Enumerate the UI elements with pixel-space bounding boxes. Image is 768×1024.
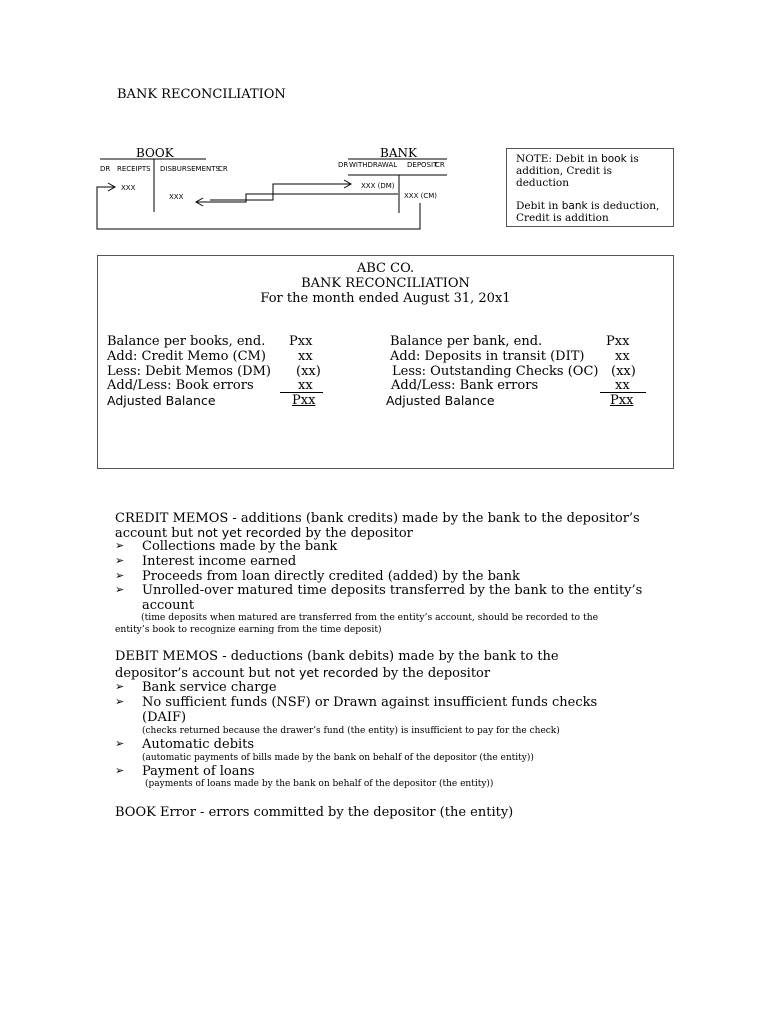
book-error-line: BOOK Error - errors committed by the depositor (the entity) — [115, 805, 514, 820]
book-errors-label: Add/Less: Book errors — [107, 378, 254, 393]
book-dm-value: (xx) — [296, 364, 321, 379]
list-item — [115, 764, 255, 779]
bank-balance-label: Balance per bank, end. — [390, 334, 543, 349]
list-item — [115, 539, 337, 554]
debit-intro-post: by the depositor — [378, 666, 491, 681]
bank-dit-label: Add: Deposits in transit (DIT) — [390, 349, 585, 364]
debit-memos-intro-line2 — [115, 665, 490, 681]
note-line2-post: is deduction, Credit is addition — [516, 200, 660, 224]
bullet-arrow-icon: ➢ — [115, 539, 125, 552]
list-item-text: Collections made by the bank — [142, 539, 338, 554]
page-title: BANK RECONCILIATION — [117, 87, 286, 102]
book-credit-value: XXX — [169, 193, 184, 201]
book-disbursements-label: DISBURSEMENTS — [160, 165, 220, 173]
credit-memos-intro-line1: CREDIT MEMOS - additions (bank credits) made by the bank to the depositor’s — [115, 511, 640, 526]
bank-dit-value: xx — [615, 349, 630, 364]
list-item-continuation: (DAIF) — [142, 710, 187, 725]
list-item-text: Bank service charge — [142, 680, 277, 695]
book-receipts-label: RECEIPTS — [117, 165, 151, 173]
statement-heading: BANK RECONCILIATION — [301, 276, 470, 291]
bank-adjusted-value: Pxx — [610, 393, 634, 408]
list-item — [115, 695, 597, 710]
bank-dr-label: DR — [338, 161, 349, 169]
list-item — [115, 680, 277, 695]
bullet-arrow-icon: ➢ — [115, 695, 125, 708]
credit-intro-bold: not yet recorded — [197, 525, 302, 540]
debit-item2-note: (checks returned because the drawer’s fund (the entity) is insufficient to pay for the check) — [142, 726, 560, 736]
bank-debit-value: XXX (DM) — [361, 182, 395, 190]
bank-cr-label: CR — [435, 161, 445, 169]
book-balance-value: Pxx — [289, 334, 313, 349]
reconciliation-statement — [97, 255, 674, 469]
debit-memos-intro-line1: DEBIT MEMOS - deductions (bank debits) made by the bank to the — [115, 649, 559, 664]
credit-memo-note-line1: (time deposits when matured are transferred from the entity’s account, should be recorded to the — [141, 612, 599, 623]
list-item-continuation: account — [142, 598, 195, 613]
note-line1-post: is addition, Credit is deduction — [516, 153, 639, 189]
book-cr-label: CR — [218, 165, 228, 173]
note-line2-bold: bank — [561, 200, 588, 212]
book-errors-value: xx — [298, 378, 313, 393]
bullet-arrow-icon: ➢ — [115, 764, 125, 777]
note-box — [506, 148, 674, 227]
credit-memo-note-line2: entity’s book to recognize earning from the time deposit) — [115, 624, 382, 635]
list-item — [115, 569, 520, 584]
bullet-arrow-icon: ➢ — [115, 554, 125, 567]
bullet-arrow-icon: ➢ — [115, 737, 125, 750]
book-dr-label: DR — [100, 165, 111, 173]
statement-period: For the month ended August 31, 20x1 — [260, 291, 511, 306]
credit-intro-pre: account but — [115, 526, 198, 541]
book-balance-label: Balance per books, end. — [107, 334, 266, 349]
arrow-dm-to-book — [196, 194, 398, 202]
list-item-text: Interest income earned — [142, 554, 297, 569]
bank-balance-value: Pxx — [606, 334, 630, 349]
bank-withdrawal-label: WITHDRAWAL — [349, 161, 398, 169]
book-adjusted-value: Pxx — [292, 393, 316, 408]
debit-item4-note: (payments of loans made by the bank on behalf of the depositor (the entity)) — [145, 779, 494, 789]
bank-deposit-label: DEPOSIT — [407, 161, 438, 169]
bank-errors-label: Add/Less: Bank errors — [391, 378, 539, 393]
book-cm-label: Add: Credit Memo (CM) — [107, 349, 266, 364]
note-line2 — [516, 200, 676, 224]
bank-credit-value: XXX (CM) — [404, 192, 438, 200]
credit-intro-post: by the depositor — [301, 526, 413, 541]
bank-oc-label: Less: Outstanding Checks (OC) — [392, 364, 599, 379]
book-adjusted-label: Adjusted Balance — [107, 393, 216, 408]
arrow-book-to-dm — [210, 184, 351, 200]
book-debit-value: XXX — [121, 184, 136, 192]
book-dm-label: Less: Debit Memos (DM) — [107, 364, 271, 379]
bullet-arrow-icon: ➢ — [115, 680, 125, 693]
book-cm-value: xx — [298, 349, 313, 364]
note-line1-bold: book — [601, 153, 627, 165]
list-item-text: Payment of loans — [142, 764, 255, 779]
debit-item3-note: (automatic payments of bills made by the bank on behalf of the depositor (the entity)) — [142, 753, 534, 763]
company-name: ABC CO. — [356, 261, 415, 276]
arrow-cm-to-book — [97, 187, 420, 229]
bank-label: BANK — [380, 146, 417, 160]
bullet-arrow-icon: ➢ — [115, 583, 125, 596]
debit-intro-bold: not yet recorded — [274, 665, 379, 680]
list-item-text: Unrolled-over matured time deposits transferred by the bank to the entity’s — [142, 583, 643, 598]
book-label: BOOK — [136, 146, 174, 160]
bank-errors-value: xx — [615, 378, 630, 393]
list-item — [115, 737, 254, 752]
note-line2-pre: Debit in — [516, 200, 562, 212]
list-item-text: Automatic debits — [142, 737, 255, 752]
note-line1-pre: NOTE: Debit in — [516, 153, 602, 165]
list-item-text: No sufficient funds (NSF) or Drawn against insufficient funds checks — [142, 695, 598, 710]
list-item — [115, 554, 296, 569]
bank-adjusted-label: Adjusted Balance — [386, 393, 495, 408]
bank-oc-value: (xx) — [611, 364, 636, 379]
list-item-text: Proceeds from loan directly credited (added) by the bank — [142, 569, 520, 584]
debit-intro-pre: depositor’s account but — [115, 666, 275, 681]
note-line1 — [516, 153, 666, 189]
list-item — [115, 583, 642, 598]
bullet-arrow-icon: ➢ — [115, 569, 125, 582]
